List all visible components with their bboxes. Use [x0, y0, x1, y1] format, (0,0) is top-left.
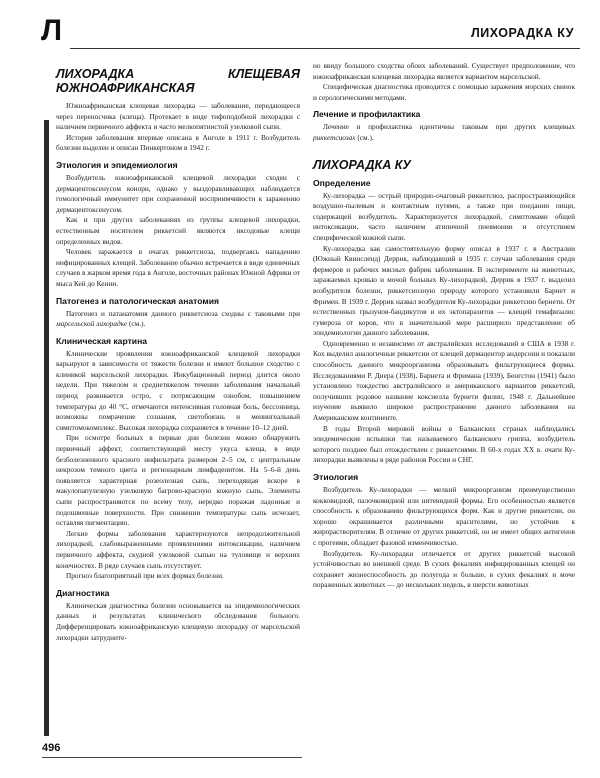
text-run: Патогенез и патанатомия данного риккетсиоза сходны с таковыми при	[66, 308, 300, 318]
paragraph: Возбудитель Ку-лихорадки отличается от других риккетсий высокой устойчивостью во внешней среде. В сухих фекалиях инфицированных клещей он сохраняет жизнеспособность до полугода и больше, в сухих фекалиях и моче пораженных животных — до нескольких недель, в шерсти животных	[313, 548, 575, 590]
paragraph: Специфическая диагностика проводится с помощью заражения морских свинок и серологическими методами.	[313, 82, 575, 102]
paragraph: Легкие формы заболевания характеризуются непродолжительной лихорадкой, слабовыраженными проявлениями интоксикации, наличием первичного аффекта, скудной узелковой сыпью на туловище и верхних конечностях. В ряде случаев сыпь отсутствует.	[56, 528, 300, 570]
text-run: (см.).	[355, 132, 374, 142]
paragraph: но ввиду большого сходства обоих заболеваний. Существует предположение, что южноафриканская клещевая лихорадка является вариантом марсельской.	[313, 61, 575, 81]
page-edge-bar	[44, 120, 49, 736]
paragraph	[56, 309, 300, 330]
paragraph: Клиническая диагностика болезни основывается на эпидемиологических данных и результатах клинического обследования больного. Дифференцировать южноафриканскую клещевую лихорадку от марсельской лихорадки затрудните-	[56, 600, 300, 642]
section-heading-diagnostics: Диагностика	[56, 587, 110, 598]
section-heading-etiology-q: Этиология	[313, 472, 359, 482]
paragraph: При осмотре больных в первые дни болезни можно обнаружить первичный аффект, соответствующий месту укуса клеща, в виде безболезненного красного инфильтрата размером 2–5 см, с центральным некрозом темного цвета и регионарным лимфаденитом. На 5–6-й день появляется характерная розеолезная сыпь, переходящая вскоре в макулопапулезную узелковую багрово-красную кожную сыпь. Элементы сыпи распространяются по всему телу, нередко поражая ладонные и подошвенные поверхности. При снижении температуры сыпь исчезает, оставляя пигментацию.	[56, 433, 300, 528]
cross-reference: марсельской лихорадке	[56, 319, 128, 329]
article-title-q-fever: ЛИХОРАДКА КУ	[313, 157, 411, 172]
section-heading-definition: Определение	[313, 177, 371, 188]
paragraph: Как и при других заболеваниях из группы клещевой лихорадки, естественным носителем риккетсий являются иксодовые клещи определенных видов.	[56, 215, 300, 246]
footer-rule	[42, 757, 302, 758]
left-column	[56, 61, 300, 643]
cross-reference: риккетсиозах	[313, 132, 356, 142]
section-heading-treatment: Лечение и профилактика	[313, 109, 421, 120]
paragraph: Южноафриканская клещевая лихорадка — заболевание, передающееся через переносчика (клеща). Протекает в виде тифоподобной лихорадки с наличием первичного аффекта и часто мелкопятнистой узелковой сыпи.	[56, 101, 300, 132]
paragraph: Возбудитель южноафриканской клещевой лихорадки сходен с дермацентоксенусом конори, однако у выздоравливающих наблюдается гомологичный иммунитет при сохраненной восприимчивости к заражению дермацентоксенусом.	[56, 172, 300, 214]
paragraph	[313, 122, 575, 143]
page-number: 496	[42, 742, 61, 754]
article-title-south-african-tick-fever: ЛИХОРАДКА КЛЕЩЕВАЯ ЮЖНОАФРИКАНСКАЯ	[56, 67, 300, 95]
section-letter: Л	[41, 14, 63, 47]
paragraph: Человек заражается в очагах риккетсиоза, подвергаясь нападению инфицированных клещей. Заболевание обычно встречается в виде единичных случаев в жарком время года в Анголе, восточных районах Южной Африки от мыса Кей до Кении.	[56, 247, 300, 288]
paragraph: Прогноз благоприятный при всех формах болезни.	[66, 571, 224, 581]
paragraph: В годы Второй мировой войны в Балканских странах наблюдались эпидемические вспышки так называемого балканского гриппа, возбудитель которого позднее был отождествлен с риккетсиями. В 60-х годах XX в. очаги Ку-лихорадки выявлены в ряде районов России и СНГ.	[313, 423, 575, 465]
paragraph: История заболевания впервые описана в Анголе в 1911 г. Возбудитель болезни выделен и описан Пинкертоном в 1942 г.	[56, 132, 300, 153]
text-run: (см.).	[127, 319, 146, 329]
section-heading-clinical-picture: Клиническая картина	[56, 335, 148, 346]
right-column	[313, 61, 575, 591]
paragraph: Ку-лихорадка — острый природно-очаговый риккетсиоз, распространяющийся воздушно-пылевым и контактным путями, а также при поедании пищи, содержащей возбудитель. Характеризуется лихорадкой, симптомами общей интоксикации, часто наличием атипичной пневмонии и отсутствием специфической кожной сыпи.	[313, 190, 575, 242]
text-run: Лечение и профилактика идентичны таковым при других клещевых	[323, 122, 575, 132]
paragraph: Одновременно и независимо от австралийских исследований в США в 1938 г. Кох выделил аналогичные риккетсии от клещей дермацентор андерсони и показали способность данного микроорганизма образовывать фильтрующиеся формы. Исследованиями Р. Диера (1938), Барнета и Фримана (1939), Бенгстон (1941) было установлено тождество австралийского и американского вариантов риккетсий, получивших родовое название коксиелла бурнети филип, 1948 г. Дальнейшее изучение выявило широкое распространение данного заболевания на Американском континенте.	[313, 338, 575, 423]
paragraph: Ку-лихорадка как самостоятельную форму описал в 1937 г. в Австралии (Южный Квинсленд) Деррик, наблюдавший в 1935 г. случаи заболевания среди фермеров и рабочих мясных фабрик заболевания. В эксперименте на животных, заражаемых кровью и мочой больных Ку-лихорадкой, Деррик в 1937 г. выделил возбудителя болезни, риккетсиозную природу которого установили Барнет и Фримен. В 1939 г. Деррик назвал возбудителя Ку-лихорадки риккетсию бернети. От естественных грызунов-бандикутов и их эктопаразитов — клещей гемафизалис гумероза от коров, что в значительной мере расширило представление об эпидемиологии данного заболевания.	[313, 243, 575, 338]
paragraph: Возбудитель Ку-лихорадки — мелкий микроорганизм преимущественно кокковидной, палочковидной или нитевидной формы. Его особенностью является способность к образованию фильтрующихся форм. Как и другие риккетсии, он хорошо окрашивается различными красителями, но устойчив к жирорастворителям. В отличие от других риккетсий, он не имеет общих антигенов с протеями, обладает фазовой изменчивостью.	[313, 485, 575, 547]
section-heading-pathogenesis: Патогенез и патологическая анатомия	[56, 295, 220, 306]
section-heading-etiology: Этиология и эпидемиология	[56, 159, 178, 170]
header-rule	[70, 48, 580, 49]
paragraph: Клинические проявления южноафриканской клещевой лихорадки варьируют в зависимости от тяжести болезни и имеют большое сходство с клиникой марсельской лихорадки. Инкубационный период длится около недели. При тяжелом и среднетяжелом течении заболевания начальный период развивается остро, с потрясающим ознобом, повышением температуры до 40 °С, отмечаются интенсивная головная боль, бессонница, возможны помрачение сознания, светобоязнь и менингеальный симптомокомплекс. Высокая лихорадка сохраняется в течение 10–12 дней.	[56, 348, 300, 432]
running-title: ЛИХОРАДКА КУ	[471, 26, 574, 40]
